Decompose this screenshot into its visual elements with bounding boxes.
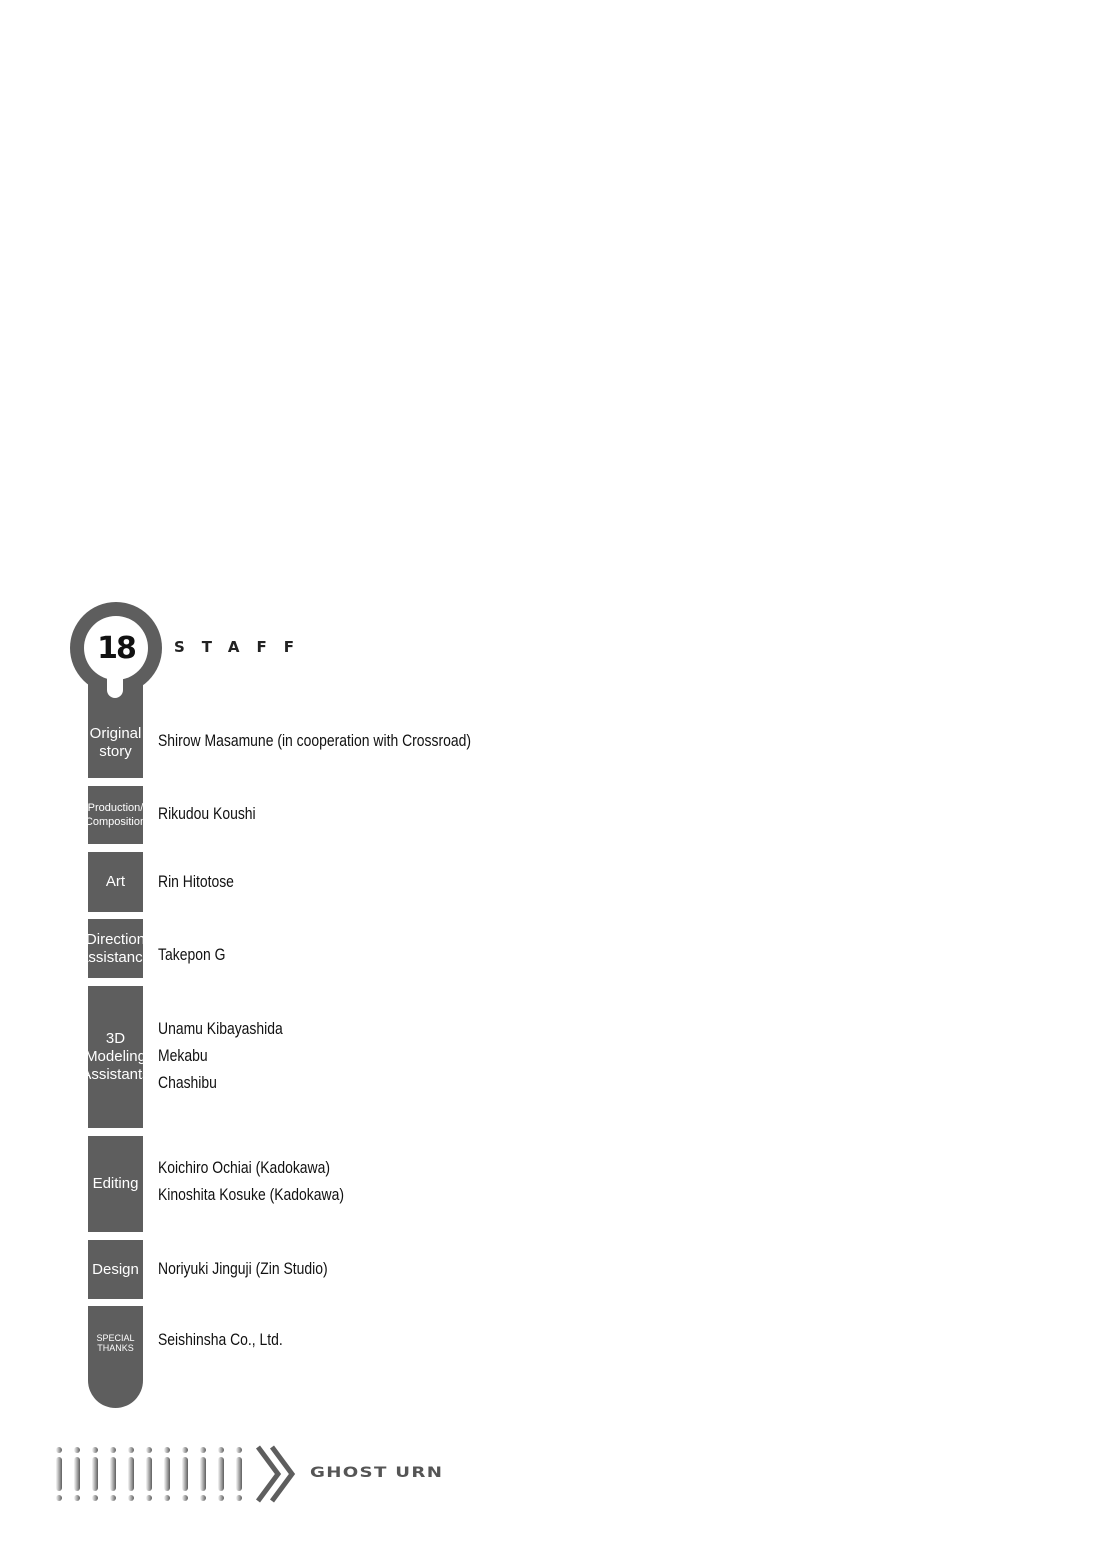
names-special-thanks (158, 1326, 283, 1353)
role-editing: Editing (88, 1136, 143, 1232)
credit-name: Kinoshita Kosuke (Kadokawa) (158, 1185, 344, 1204)
credit-name: Takepon G (158, 945, 226, 964)
role-design: Design (88, 1240, 143, 1299)
badge-notch (107, 678, 123, 698)
credit-name: Koichiro Ochiai (Kadokawa) (158, 1158, 331, 1177)
role-3d-modeling-assistants: 3D Modeling Assistants (88, 986, 143, 1128)
credit-name: Unamu Kibayashida (158, 1019, 283, 1038)
role-art: Art (88, 852, 143, 912)
names-direction-assistance (158, 941, 225, 968)
names-original-story (158, 727, 471, 754)
credit-name: Mekabu (158, 1046, 208, 1065)
staff-title: STAFF (174, 638, 311, 656)
credit-name: Noriyuki Jinguji (Zin Studio) (158, 1259, 328, 1278)
role-special-thanks: SPECIAL THANKS (88, 1306, 143, 1408)
names-design (158, 1255, 328, 1282)
role-original-story: Original story (88, 708, 143, 778)
names-art (158, 868, 234, 895)
footer-stripes-decoration (52, 1443, 302, 1505)
names-3d-modeling (158, 1015, 283, 1096)
footer-logo: GHOST URN (310, 1465, 444, 1481)
credit-name: Seishinsha Co., Ltd. (158, 1330, 283, 1349)
names-editing (158, 1154, 344, 1208)
chapter-number: 18 (97, 630, 135, 666)
chapter-badge-inner (84, 616, 148, 680)
credit-name: Chashibu (158, 1073, 217, 1092)
credit-name: Rin Hitotose (158, 872, 234, 891)
role-direction-assistance: Direction assistance (88, 919, 143, 978)
names-production-composition (158, 800, 256, 827)
credit-name: Rikudou Koushi (158, 804, 256, 823)
credit-name: Shirow Masamune (in cooperation with Crossroad) (158, 731, 472, 750)
role-production-composition: Production/ Composition (88, 786, 143, 844)
